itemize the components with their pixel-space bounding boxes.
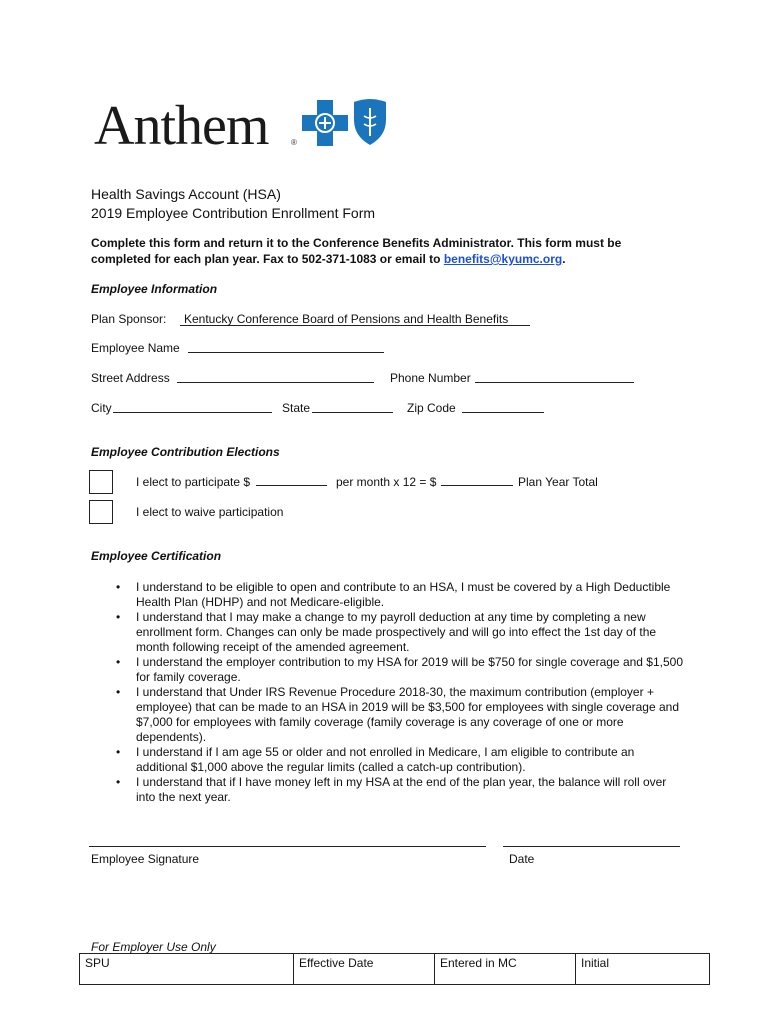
email-link[interactable]: benefits@kyumc.org [443, 252, 563, 266]
instructions-line2-suffix: . [562, 252, 566, 266]
employer-use-heading: For Employer Use Only [91, 940, 216, 954]
city-label: City [91, 401, 112, 415]
blue-shield-icon [352, 98, 388, 146]
date-line[interactable] [503, 846, 680, 847]
form-title-line1: Health Savings Account (HSA) [91, 186, 281, 202]
certification-item [116, 610, 686, 655]
certification-list [116, 580, 686, 805]
waive-label: I elect to waive participation [136, 505, 284, 519]
instructions-line1: Complete this form and return it to the Conference Benefits Administrator. This form must be [91, 236, 622, 250]
plan-sponsor-field[interactable] [180, 312, 530, 326]
blue-cross-icon [302, 100, 348, 146]
certification-item-text: I understand if I am age 55 or older and not enrolled in Medicare, I am eligible to contribute an additional $1,000 above the regular limits (called a catch-up contribution). [136, 745, 635, 774]
instructions-line2-prefix: completed for each plan year. Fax to 502-371-1083 or email to [91, 252, 444, 266]
elections-heading: Employee Contribution Elections [91, 445, 280, 459]
employee-signature-line[interactable] [89, 846, 486, 847]
participate-checkbox[interactable] [89, 470, 113, 494]
certification-item [116, 655, 686, 685]
per-month-label: per month x 12 = $ [336, 475, 437, 489]
zip-code-field[interactable] [462, 399, 544, 413]
certification-item-text: I understand the employer contribution to my HSA for 2019 will be $750 for single coverage and $1,500 for family coverage. [136, 655, 684, 684]
phone-number-field[interactable] [475, 369, 634, 383]
city-field[interactable] [113, 399, 272, 413]
column-label: Entered in MC [440, 956, 517, 970]
street-address-field[interactable] [177, 369, 374, 383]
employer-use-table [79, 953, 710, 985]
instructions-line2 [91, 252, 566, 266]
employee-signature-label: Employee Signature [91, 852, 200, 866]
certification-item-text: I understand that Under IRS Revenue Procedure 2018-30, the maximum contribution (employer + employee) that can be made to an HSA in 2019 will be $3,500 for employees with single coverage and $7,000 for employees with family coverage (family coverage is any coverage of one or more dependents). [136, 685, 679, 744]
employer-table-cell-spu[interactable] [80, 954, 294, 985]
certification-item-text: I understand that if I have money left in my HSA at the end of the plan year, the balance will roll over into the next year. [136, 775, 667, 804]
certification-item-text: I understand that I may make a change to my payroll deduction at any time by completing a new enrollment form. Changes can only be made prospectively and will go into effect the 1st day of the month following receipt of the amended agreement. [136, 610, 657, 654]
column-label: Initial [581, 956, 610, 970]
plan-year-total-label: Plan Year Total [518, 475, 598, 489]
certification-item [116, 745, 686, 775]
participate-label: I elect to participate $ [136, 475, 251, 489]
certification-heading: Employee Certification [91, 549, 222, 563]
column-label: Effective Date [299, 956, 374, 970]
employee-info-heading: Employee Information [91, 282, 218, 296]
certification-item-text: I understand to be eligible to open and contribute to an HSA, I must be covered by a High Deductible Health Plan (HDHP) and not Medicare-eligible. [136, 580, 671, 609]
employee-name-label: Employee Name [91, 341, 180, 355]
certification-item [116, 775, 686, 805]
street-address-label: Street Address [91, 371, 170, 385]
employer-table-cell-entered-in-mc[interactable] [435, 954, 576, 985]
employer-table-cell-initial[interactable] [576, 954, 710, 985]
plan-sponsor-value: Kentucky Conference Board of Pensions and Health Benefits [184, 312, 509, 326]
employer-table-cell-effective-date[interactable] [294, 954, 435, 985]
monthly-amount-field[interactable] [256, 472, 327, 486]
state-label: State [282, 401, 311, 415]
zip-code-label: Zip Code [407, 401, 456, 415]
employee-name-field[interactable] [188, 339, 384, 353]
certification-item [116, 685, 686, 745]
column-label: SPU [85, 956, 110, 970]
date-label: Date [509, 852, 535, 866]
phone-number-label: Phone Number [390, 371, 471, 385]
state-field[interactable] [312, 399, 393, 413]
certification-item [116, 580, 686, 610]
plan-sponsor-label: Plan Sponsor: [91, 312, 167, 326]
plan-year-total-field[interactable] [441, 472, 513, 486]
waive-checkbox[interactable] [89, 500, 113, 524]
form-title-line2: 2019 Employee Contribution Enrollment Form [91, 205, 376, 221]
registered-mark: ® [291, 138, 297, 147]
anthem-logo-wordmark: Anthem [94, 95, 269, 157]
